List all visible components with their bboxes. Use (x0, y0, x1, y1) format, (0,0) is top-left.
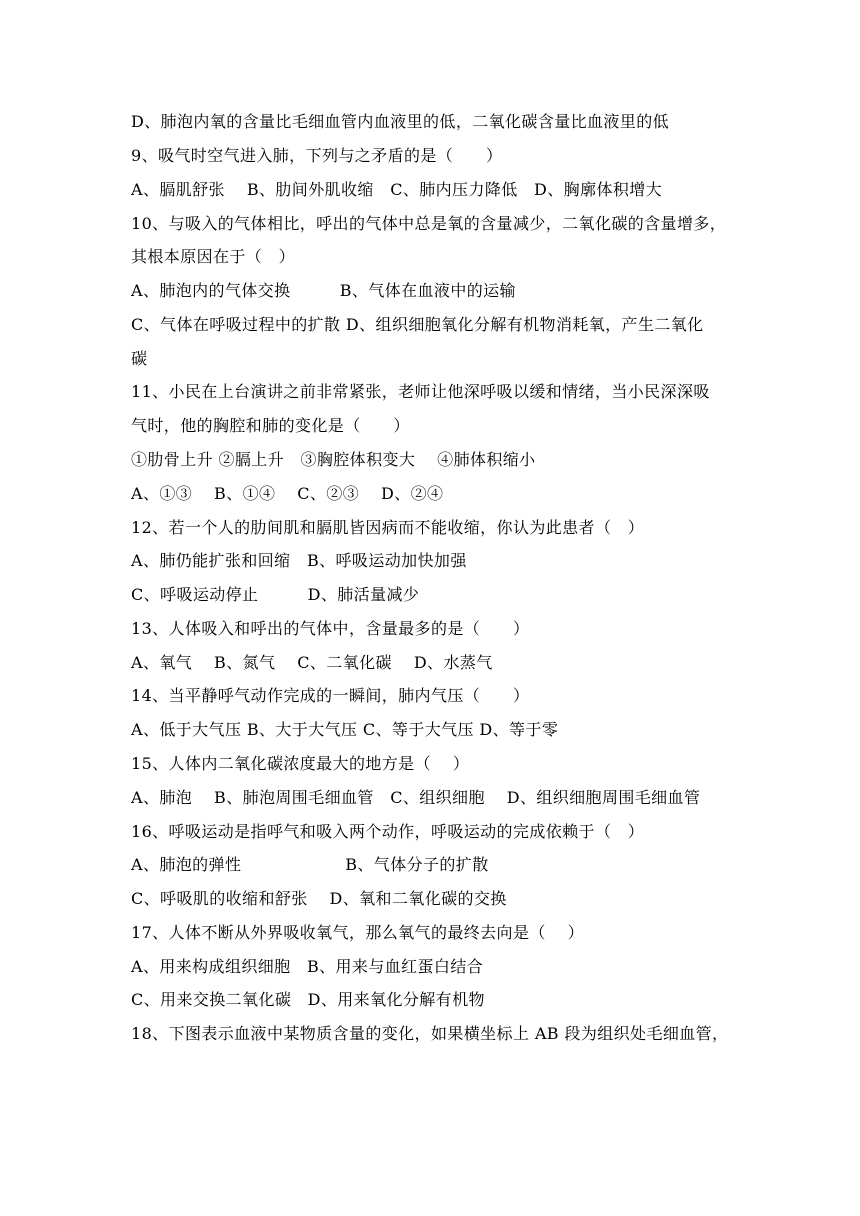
text-line: 15、人体内二氧化碳浓度最大的地方是（ ） (131, 754, 470, 773)
text-line: D、肺泡内氧的含量比毛细血管内血液里的低，二氧化碳含量比血液里的低 (131, 112, 670, 131)
text-line: 10、与吸入的气体相比，呼出的气体中总是氧的含量减少，二氧化碳的含量增多， (131, 214, 727, 233)
text-line: 18、下图表示血液中某物质含量的变化，如果横坐标上 AB 段为组织处毛细血管， (131, 1024, 729, 1043)
text-line: A、肺泡的弹性 B、气体分子的扩散 (131, 855, 489, 874)
text-line: A、低于大气压 B、大于大气压 C、等于大气压 D、等于零 (131, 720, 559, 739)
text-line: A、氧气 B、氮气 C、二氧化碳 D、水蒸气 (131, 653, 493, 672)
text-line: 13、人体吸入和呼出的气体中，含量最多的是（ ） (131, 619, 530, 638)
text-line: 其根本原因在于（ ） (131, 247, 296, 266)
text-line: 12、若一个人的肋间肌和膈肌皆因病而不能收缩，你认为此患者（ ） (131, 518, 645, 537)
text-line: 11、小民在上台演讲之前非常紧张，老师让他深呼吸以缓和情绪，当小民深深吸 (131, 382, 710, 401)
text-line: 碳 (131, 349, 148, 368)
text-line: 9、吸气时空气进入肺，下列与之矛盾的是（ ） (131, 146, 503, 165)
text-line: C、呼吸肌的收缩和舒张 D、氧和二氧化碳的交换 (131, 889, 507, 908)
text-line: A、①③ B、①④ C、②③ D、②④ (131, 484, 444, 503)
text-line: ①肋骨上升 ②膈上升 ③胸腔体积变大 ④肺体积缩小 (131, 450, 536, 469)
text-line: 14、当平静呼气动作完成的一瞬间，肺内气压（ ） (131, 686, 530, 705)
text-line: A、肺泡内的气体交换 B、气体在血液中的运输 (131, 281, 516, 300)
text-line: A、肺仍能扩张和回缩 B、呼吸运动加快加强 (131, 551, 467, 570)
text-line: A、膈肌舒张 B、肋间外肌收缩 C、肺内压力降低 D、胸廓体积增大 (131, 180, 663, 199)
text-line: A、用来构成组织细胞 B、用来与血红蛋白结合 (131, 957, 484, 976)
text-line: 16、呼吸运动是指呼气和吸入两个动作，呼吸运动的完成依赖于（ ） (131, 822, 645, 841)
text-line: A、肺泡 B、肺泡周围毛细血管 C、组织细胞 D、组织细胞周围毛细血管 (131, 788, 701, 807)
text-line: 17、人体不断从外界吸收氧气，那么氧气的最终去向是（ ） (131, 923, 585, 942)
text-line: 气时，他的胸腔和肺的变化是（ ） (131, 416, 410, 435)
text-line: C、用来交换二氧化碳 D、用来氧化分解有机物 (131, 990, 485, 1009)
text-line: C、呼吸运动停止 D、肺活量减少 (131, 585, 420, 604)
text-line: C、气体在呼吸过程中的扩散 D、组织细胞氧化分解有机物消耗氧，产生二氧化 (131, 315, 704, 334)
